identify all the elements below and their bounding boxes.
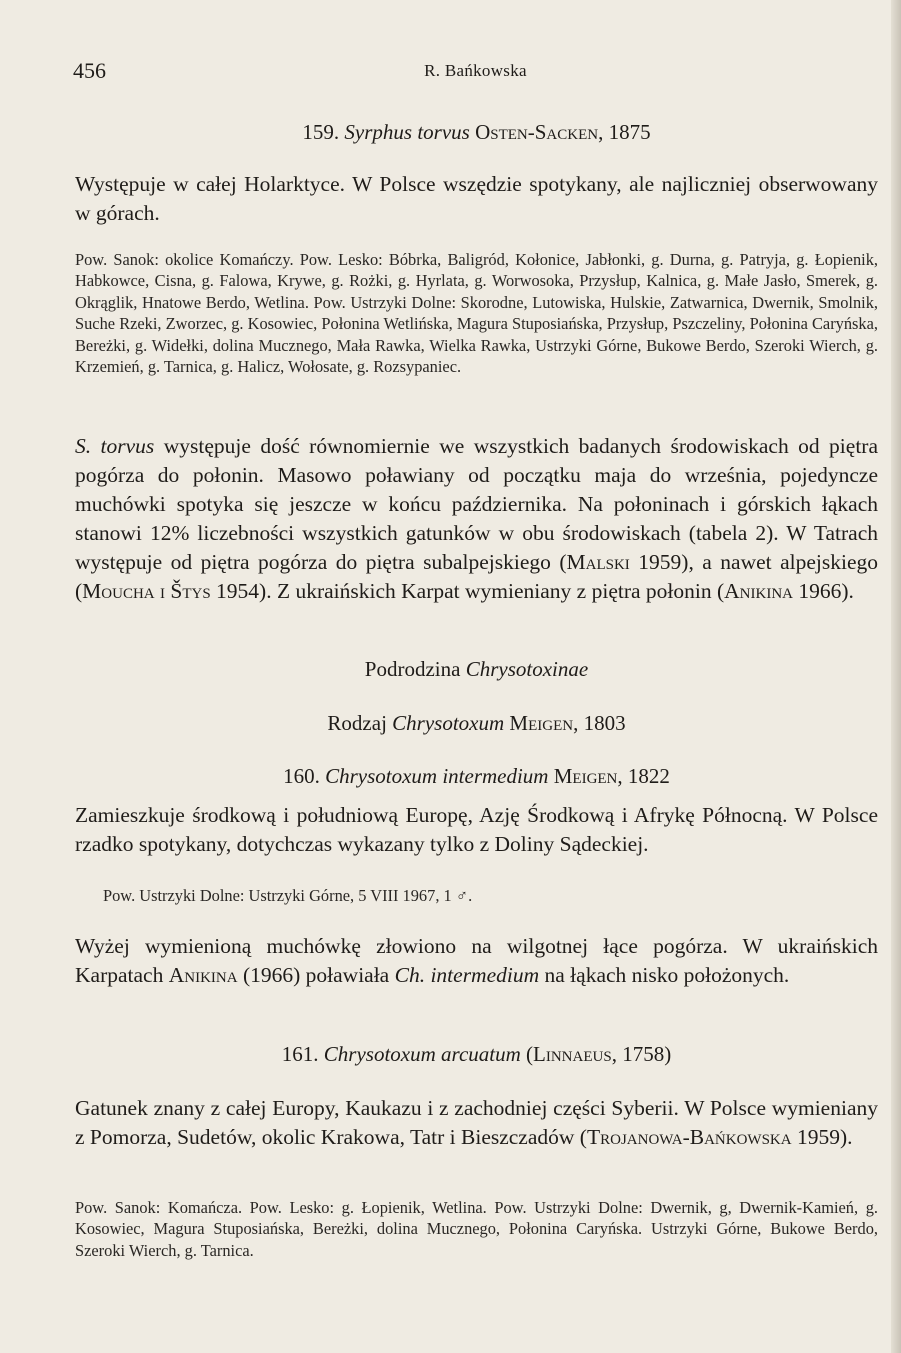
species-name-ref: S. torvus [75, 434, 155, 458]
species-number: 161. [281, 1042, 319, 1066]
species-159-discussion: S. torvus występuje dość równomiernie we wszystkich badanych środowiskach od piętra pogórza do połonin. Masowo poławiany od początku maja do września, pojedyncze muchówki spotyka się jeszcze w końcu października. Na połoninach i górskich łąkach stanowi 12% liczebności wszystkich gatunków w obu środowiskach (tabela 2). W Tatrach występuje od piętra pogórza do piętra subalpejskiego (Malski 1959), a nawet alpejskiego (Moucha i Štys 1954). Z ukraińskich Karpat wymieniany z piętra połonin (Anikina 1966). [75, 434, 879, 603]
species-160-distribution: Zamieszkuje środkową i południową Europę, Azję Środkową i Afrykę Północną. W Polsce rzadko spotykany, dotychczas wykazany tylko z Doliny Sądeckiej. [75, 803, 878, 856]
running-head: R. Bańkowska [424, 61, 527, 80]
genus-name: Chrysotoxum [392, 711, 505, 735]
species-160-heading [75, 762, 878, 790]
species-number: 160. [283, 764, 320, 788]
species-epithet: intermedium [442, 764, 549, 788]
species-159-localities: Pow. Sanok: okolice Komańczy. Pow. Lesko: Bóbrka, Baligród, Kołonice, Jabłonki, g. Durna, g. Patryja, g. Łopienik, Habkowce, Cisna, g. Falowa, Krywe, g. Rożki, g. Hyrlata, g. Worwosoka, Przysłup, Kalnica, g. Małe Jasło, Smerek, g. Okrąglik, Hnatowe Berdo, Wetlina. Pow. Ustrzyki Dolne: Skorodne, Lutowiska, Hulskie, Zatwarnica, Dwernik, Smolnik, Suche Rzeki, Zworzec, g. Kosowiec, Połonina Wetlińska, Magura Stuposiańska, Przysłup, Pszczeliny, Połonina Caryńska, Bereżki, g. Widełki, dolina Mucznego, Mała Rawka, Wielka Rawka, Ustrzyki Górne, Bukowe Berdo, Szeroki Wierch, g. Krzemień, g. Tarnica, g. Halicz, Wołosate, g. Rozsypaniec. [75, 250, 878, 377]
species-year: , 1875 [598, 120, 651, 144]
species-genus: Chrysotoxum [325, 764, 438, 788]
subfamily-name: Chrysotoxinae [465, 657, 589, 681]
species-year: , 1758) [611, 1042, 672, 1066]
page-header [73, 58, 878, 88]
species-epithet: arcuatum [441, 1042, 521, 1066]
genus-heading: Rodzaj Chrysotoxum Meigen, 1803 [327, 711, 626, 735]
page-edge [891, 0, 901, 1353]
species-author: Linnaeus [533, 1042, 612, 1066]
citation-author: Trojanowa-Bańkowska [586, 1125, 792, 1149]
subfamily-heading: Podrodzina Chrysotoxinae [364, 657, 589, 681]
citation-author: Malski [566, 550, 630, 574]
species-year: , 1822 [617, 764, 670, 788]
citation-author: Anikina [724, 579, 794, 603]
species-name-ref: Ch. intermedium [394, 963, 540, 987]
species-159-heading [75, 118, 878, 146]
page-number: 456 [73, 58, 106, 83]
species-number: 159. [302, 120, 340, 144]
species-genus: Chrysotoxum [323, 1042, 436, 1066]
species-author: Meigen [553, 764, 618, 788]
citation-author: Moucha i Štys [82, 579, 211, 603]
species-genus: Syrphus [344, 120, 413, 144]
species-161-distribution: Gatunek znany z całej Europy, Kaukazu i z zachodniej części Syberii. W Polsce wymieniany z Pomorza, Sudetów, okolic Krakowa, Tatr i Bieszczadów (Trojanowa-Bańkowska 1959). [75, 1096, 878, 1149]
species-author: Osten-Sacken [475, 120, 599, 144]
species-161-localities: Pow. Sanok: Komańcza. Pow. Lesko: g. Łopienik, Wetlina. Pow. Ustrzyki Dolne: Dwernik, g, Dwernik-Kamień, g. Kosowiec, Magura Stuposiańska, Bereżki, dolina Mucznego, Połonina Caryńska. Ustrzyki Górne, Bukowe Berdo, Szeroki Wierch, g. Tarnica. [75, 1198, 878, 1260]
species-160-localities: Pow. Ustrzyki Dolne: Ustrzyki Górne, 5 VIII 1967, 1 ♂. [103, 886, 473, 905]
species-159-distribution: Występuje w całej Holarktyce. W Polsce wszędzie spotykany, ale najliczniej obserwowany w górach. [75, 172, 878, 225]
species-epithet: torvus [417, 120, 470, 144]
citation-author: Anikina [168, 963, 238, 987]
species-160-discussion: Wyżej wymienioną muchówkę złowiono na wilgotnej łące pogórza. W ukraińskich Karpatach Anikina (1966) poławiała Ch. intermedium na łąkach nisko położonych. [75, 934, 878, 987]
genus-author: Meigen [509, 711, 574, 735]
species-161-heading: 161. Chrysotoxum arcuatum (Linnaeus, 1758) [281, 1042, 672, 1066]
